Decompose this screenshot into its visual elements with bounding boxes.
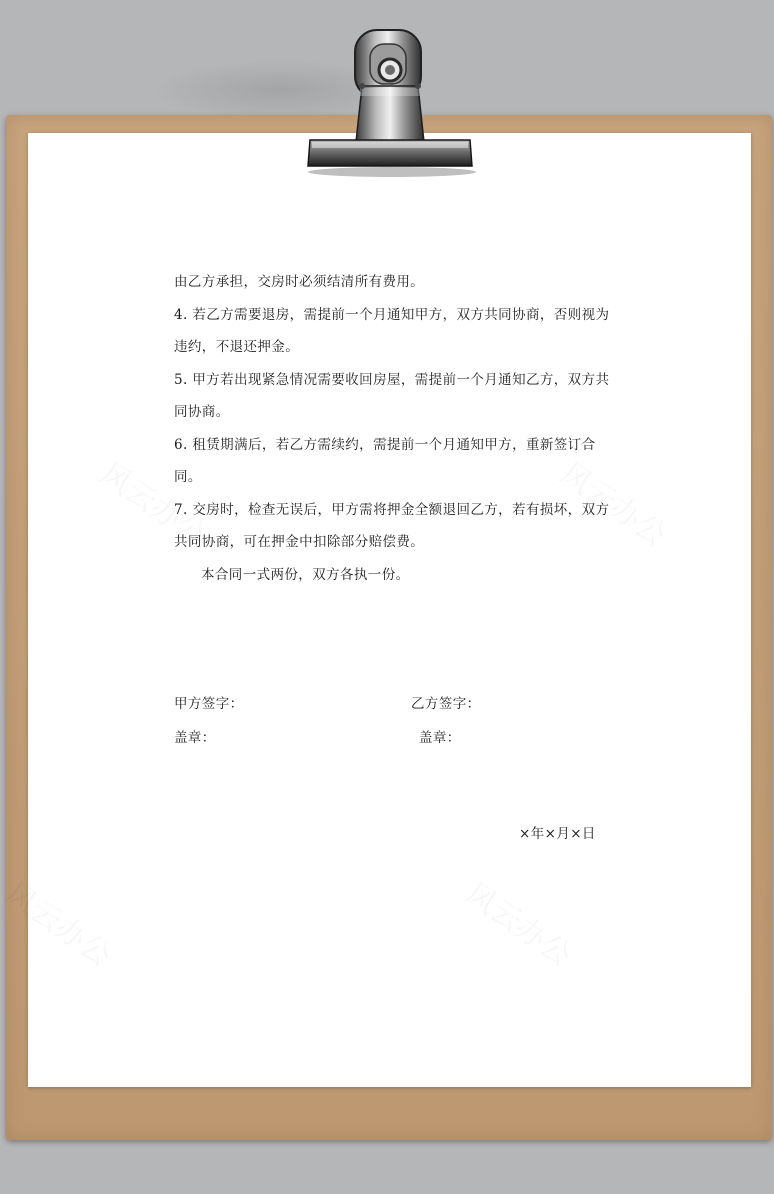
contract-body xyxy=(174,266,614,591)
party-a-seal-label: 盖章： xyxy=(174,730,216,746)
closing-statement: 本合同一式两份，双方各执一份。 xyxy=(201,566,410,583)
party-a-signature-label: 甲方签字： xyxy=(174,696,244,712)
party-b-signature-label: 乙方签字： xyxy=(411,696,481,712)
clause-5: 5. 甲方若出现紧急情况需要收回房屋，需提前一个月通知乙方，双方共同协商。 xyxy=(174,371,610,420)
binder-clip-icon xyxy=(300,26,480,178)
clause-4: 4. 若乙方需要退房，需提前一个月通知甲方，双方共同协商，否则视为违约，不退还押金。 xyxy=(174,306,610,355)
clause-3-continuation: 由乙方承担，交房时必须结清所有费用。 xyxy=(174,274,425,290)
signing-date: ×年×月×日 xyxy=(519,826,596,842)
party-b-seal-label: 盖章： xyxy=(419,730,461,746)
clause-6: 6. 租赁期满后，若乙方需续约，需提前一个月通知甲方，重新签订合同。 xyxy=(174,436,596,485)
clause-7: 7. 交房时，检查无误后，甲方需将押金全额退回乙方，若有损坏，双方共同协商，可在押金中扣除部分赔偿费。 xyxy=(174,501,610,550)
